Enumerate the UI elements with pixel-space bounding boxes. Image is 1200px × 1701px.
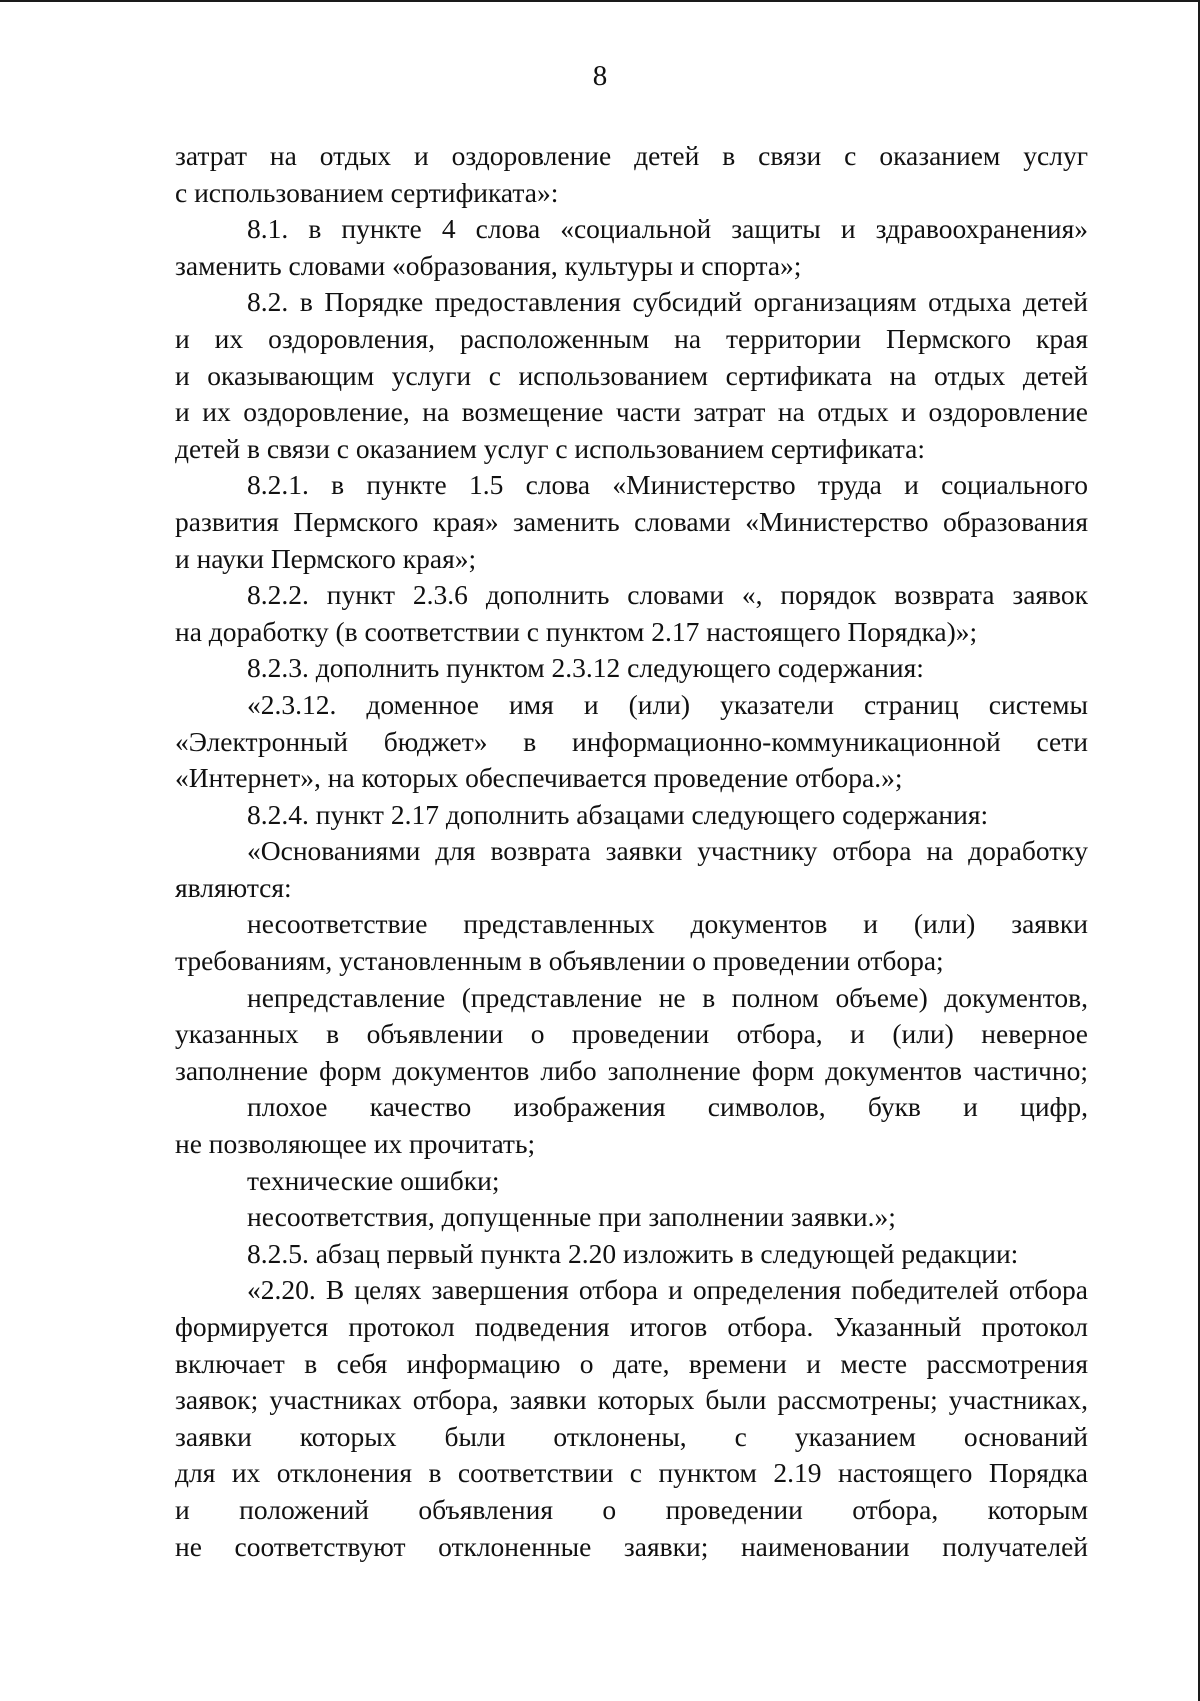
text-line: заявок; участниках отбора, заявки которых были рассмотрены; участниках, xyxy=(175,1384,1088,1416)
document-body xyxy=(175,138,1088,1565)
text-line: развития Пермского края» заменить словами «Министерство образования xyxy=(175,505,1088,537)
text-line: затрат на отдых и оздоровление детей в связи с оказанием услуг xyxy=(175,140,1088,171)
text-line: непредставление (представление не в полном объеме) документов, xyxy=(247,981,1088,1013)
text-line: заполнение форм документов либо заполнение форм документов частично; xyxy=(175,1054,1088,1086)
text-line: 8.1. в пункте 4 слова «социальной защиты и здравоохранения» xyxy=(247,213,1088,245)
text-line: «2.20. В целях завершения отбора и определения победителей отбора xyxy=(247,1274,1088,1306)
text-line: «Интернет», на которых обеспечивается проведение отбора.»; xyxy=(175,762,903,794)
text-line: являются: xyxy=(175,871,292,903)
text-line: заявки которых были отклонены, с указанием оснований xyxy=(175,1420,1088,1452)
text-line: 8.2. в Порядке предоставления субсидий организациям отдыха детей xyxy=(247,286,1088,318)
text-line: включает в себя информацию о дате, времени и месте рассмотрения xyxy=(175,1347,1088,1379)
text-line: технические ошибки; xyxy=(247,1164,500,1196)
page-number: 8 xyxy=(592,60,608,92)
text-line: указанных в объявлении о проведении отбора, и (или) неверное xyxy=(175,1018,1088,1050)
text-line: не соответствуют отклоненные заявки; наименовании получателей xyxy=(175,1530,1088,1562)
text-line: несоответствия, допущенные при заполнении заявки.»; xyxy=(247,1201,896,1233)
text-line: 8.2.2. пункт 2.3.6 дополнить словами «, порядок возврата заявок xyxy=(247,579,1088,611)
text-line: несоответствие представленных документов и (или) заявки xyxy=(247,908,1088,940)
text-line: и положений объявления о проведении отбора, которым xyxy=(175,1493,1088,1525)
text-line: 8.2.4. пункт 2.17 дополнить абзацами следующего содержания: xyxy=(247,798,989,830)
text-line: детей в связи с оказанием услуг с использованием сертификата: xyxy=(175,432,925,464)
text-line: 8.2.5. абзац первый пункта 2.20 изложить в следующей редакции: xyxy=(247,1237,1019,1269)
text-line: на доработку (в соответствии с пунктом 2.17 настоящего Порядка)»; xyxy=(175,615,978,647)
text-line: и их оздоровления, расположенным на территории Пермского края xyxy=(175,322,1088,354)
text-line: 8.2.3. дополнить пунктом 2.3.12 следующего содержания: xyxy=(247,652,924,684)
text-line: формируется протокол подведения итогов отбора. Указанный протокол xyxy=(175,1311,1088,1342)
text-line: плохое качество изображения символов, букв и цифр, xyxy=(247,1091,1088,1123)
text-line: с использованием сертификата»: xyxy=(175,176,559,208)
text-line: заменить словами «образования, культуры и спорта»; xyxy=(175,249,802,281)
text-line: для их отклонения в соответствии с пунктом 2.19 настоящего Порядка xyxy=(175,1457,1088,1489)
text-line: «2.3.12. доменное имя и (или) указатели страниц системы xyxy=(247,688,1088,720)
text-line: и науки Пермского края»; xyxy=(175,542,477,574)
text-line: «Основаниями для возврата заявки участнику отбора на доработку xyxy=(247,835,1088,867)
text-line: «Электронный бюджет» в информационно-коммуникационной сети xyxy=(175,725,1088,757)
text-line: не позволяющее их прочитать; xyxy=(175,1128,536,1160)
text-line: и их оздоровление, на возмещение части затрат на отдых и оздоровление xyxy=(175,396,1088,428)
text-line: требованиям, установленным в объявлении о проведении отбора; xyxy=(175,945,944,977)
text-line: и оказывающим услуги с использованием сертификата на отдых детей xyxy=(175,359,1088,391)
text-line: 8.2.1. в пункте 1.5 слова «Министерство труда и социального xyxy=(247,469,1088,501)
